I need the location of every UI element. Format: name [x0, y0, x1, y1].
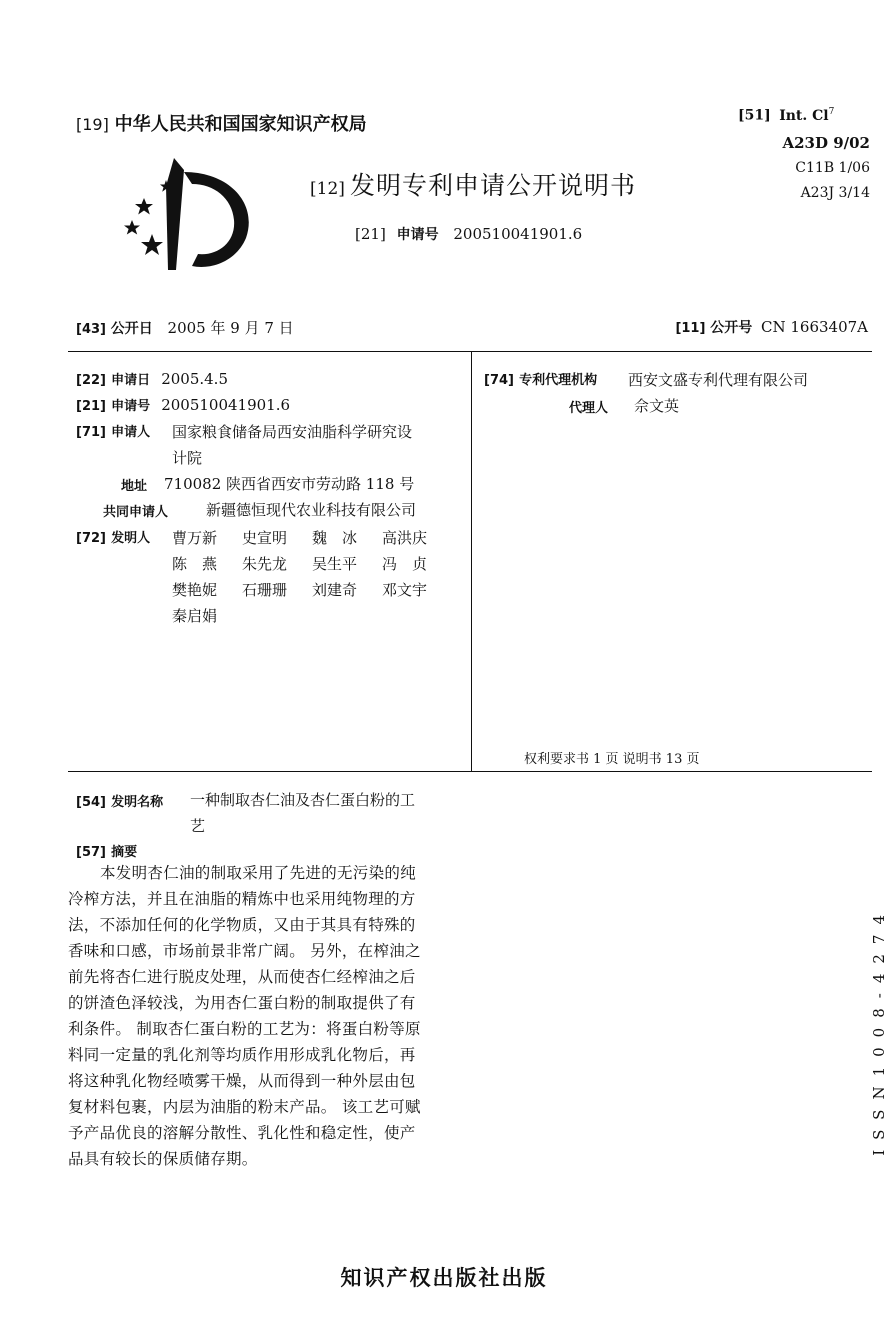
intcl-label: Int. Cl [779, 107, 829, 124]
header-application-number [355, 224, 582, 244]
intcl-line [738, 107, 834, 124]
intcl-sup: 7 [828, 107, 835, 117]
abstract-label: 摘要 [111, 845, 138, 860]
agency-value: 西安文盛专利代理有限公司 [628, 371, 809, 389]
applicant-value-line-2: 计院 [172, 449, 203, 467]
filing-label: 申请日 [111, 373, 151, 388]
doc-type-title: 发明专利申请公开说明书 [350, 171, 637, 200]
abstract-line: 予产品优良的溶解分散性、乳化性和稳定性，使产 [68, 1124, 416, 1142]
intcl-code: [51] [738, 107, 771, 124]
address-value: 710082 陕西省西安市劳动路 118 号 [164, 475, 415, 493]
invention-title-line-1: 一种制取杏仁油及杏仁蛋白粉的工 [190, 791, 416, 809]
coapplicant-value: 新疆德恒现代农业科技有限公司 [206, 501, 417, 519]
inventor-list [172, 525, 452, 629]
publisher-footer: 知识产权出版社出版 [340, 1266, 548, 1290]
filing-value: 2005.4.5 [161, 370, 228, 388]
appno-label: 申请号 [111, 399, 151, 414]
inventor-line [172, 577, 452, 603]
title-code: [54] [76, 795, 106, 810]
abstract-line: 的饼渣色泽较浅，为用杏仁蛋白粉的制取提供了有 [68, 994, 416, 1012]
doc-type-code: [12] [310, 179, 345, 199]
class-secondary-1: C11B 1/06 [795, 160, 870, 176]
abstract-line: 香味和口感，市场前景非常广阔。 另外，在榨油之 [68, 942, 421, 960]
publication-date [76, 317, 294, 338]
abstract-line: 料同一定量的乳化剂等均质作用形成乳化物后，再 [68, 1046, 416, 1064]
app-no-label: 申请号 [396, 227, 439, 243]
agency-row [484, 369, 597, 388]
doc-type-line [310, 166, 636, 202]
abstract-code: [57] [76, 845, 106, 860]
inventor-line [172, 551, 452, 577]
publication-number [675, 317, 868, 337]
office-name: 中华人民共和国国家知识产权局 [114, 114, 367, 135]
agency-label: 专利代理机构 [519, 373, 598, 388]
divider-vertical [471, 351, 472, 771]
pub-date-code: [43] [76, 322, 106, 337]
inventor-label: 发明人 [111, 531, 151, 546]
inventor-name: 樊艳妮 [172, 581, 218, 599]
inventor-name: 吴生平 [312, 555, 358, 573]
abstract-line: 复材料包裹，内层为油脂的粉末产品。 该工艺可赋 [68, 1098, 421, 1116]
inventor-name: 高洪庆 [382, 529, 428, 547]
pub-no-label: 公开号 [710, 320, 753, 336]
issn-vertical: ISSN1008-4274 [870, 905, 888, 1156]
sipo-emblem-logo [118, 158, 266, 270]
abstract-line: 品具有较长的保质储存期。 [68, 1150, 258, 1168]
abstract-heading [76, 841, 137, 860]
office-line [76, 110, 367, 136]
inventor-name: 石珊珊 [242, 581, 288, 599]
filing-code: [22] [76, 373, 106, 388]
applicant-code: [71] [76, 425, 106, 440]
applicant-value-line-1: 国家粮食储备局西安油脂科学研究设 [172, 423, 413, 441]
office-code: [19] [76, 115, 109, 134]
inventor-name: 邓文宇 [382, 581, 428, 599]
inventor-name: 刘建奇 [312, 581, 358, 599]
pub-date-label: 公开日 [110, 321, 153, 337]
class-main: A23D 9/02 [782, 134, 870, 152]
inventor-name: 冯 贞 [382, 555, 428, 573]
applicant-row [76, 421, 150, 440]
application-number-row [76, 395, 290, 414]
inventor-name: 陈 燕 [172, 555, 218, 573]
coapplicant-label: 共同申请人 [103, 505, 169, 520]
inventor-name: 史宣明 [242, 529, 288, 547]
pages-note: 权利要求书 1 页 说明书 13 页 [524, 752, 700, 767]
abstract-body [68, 860, 468, 1172]
inventor-name: 魏 冰 [312, 529, 358, 547]
title-label: 发明名称 [111, 795, 164, 810]
pub-date-value: 2005 年 9 月 7 日 [167, 319, 294, 337]
abstract-line: 将这种乳化物经喷雾干燥，从而得到一种外层由包 [68, 1072, 416, 1090]
agent-value: 佘文英 [634, 397, 680, 415]
invention-title-row [76, 791, 163, 810]
inventor-name: 朱先龙 [242, 555, 288, 573]
inventor-code: [72] [76, 531, 106, 546]
abstract-line: 利条件。 制取杏仁蛋白粉的工艺为：将蛋白粉等原 [68, 1020, 421, 1038]
inventor-line [172, 603, 452, 629]
abstract-line: 冷榨方法，并且在油脂的精炼中也采用纯物理的方 [68, 890, 416, 908]
class-secondary-2: A23J 3/14 [800, 185, 870, 201]
abstract-line: 法，不添加任何的化学物质，又由于其具有特殊的 [68, 916, 416, 934]
agency-code: [74] [484, 373, 514, 388]
invention-title-line-2: 艺 [190, 817, 206, 835]
inventor-name: 秦启娟 [172, 607, 218, 625]
abstract-line: 前先将杏仁进行脱皮处理，从而使杏仁经榨油之后 [68, 968, 416, 986]
appno-value: 200510041901.6 [161, 396, 291, 414]
app-no-value: 200510041901.6 [453, 225, 583, 243]
agent-label: 代理人 [569, 401, 609, 416]
app-no-code: [21] [355, 225, 386, 243]
pub-no-value: CN 1663407A [760, 318, 868, 336]
applicant-label: 申请人 [111, 425, 151, 440]
appno-code: [21] [76, 399, 106, 414]
pub-no-code: [11] [675, 321, 706, 336]
filing-date-row [76, 369, 228, 388]
divider-bottom [68, 771, 872, 772]
divider-top [68, 351, 872, 352]
address-label: 地址 [121, 479, 148, 494]
abstract-line: 本发明杏仁油的制取采用了先进的无污染的纯 [100, 864, 417, 882]
inventor-row [76, 527, 150, 546]
inventor-line [172, 525, 452, 551]
inventor-name: 曹万新 [172, 529, 218, 547]
